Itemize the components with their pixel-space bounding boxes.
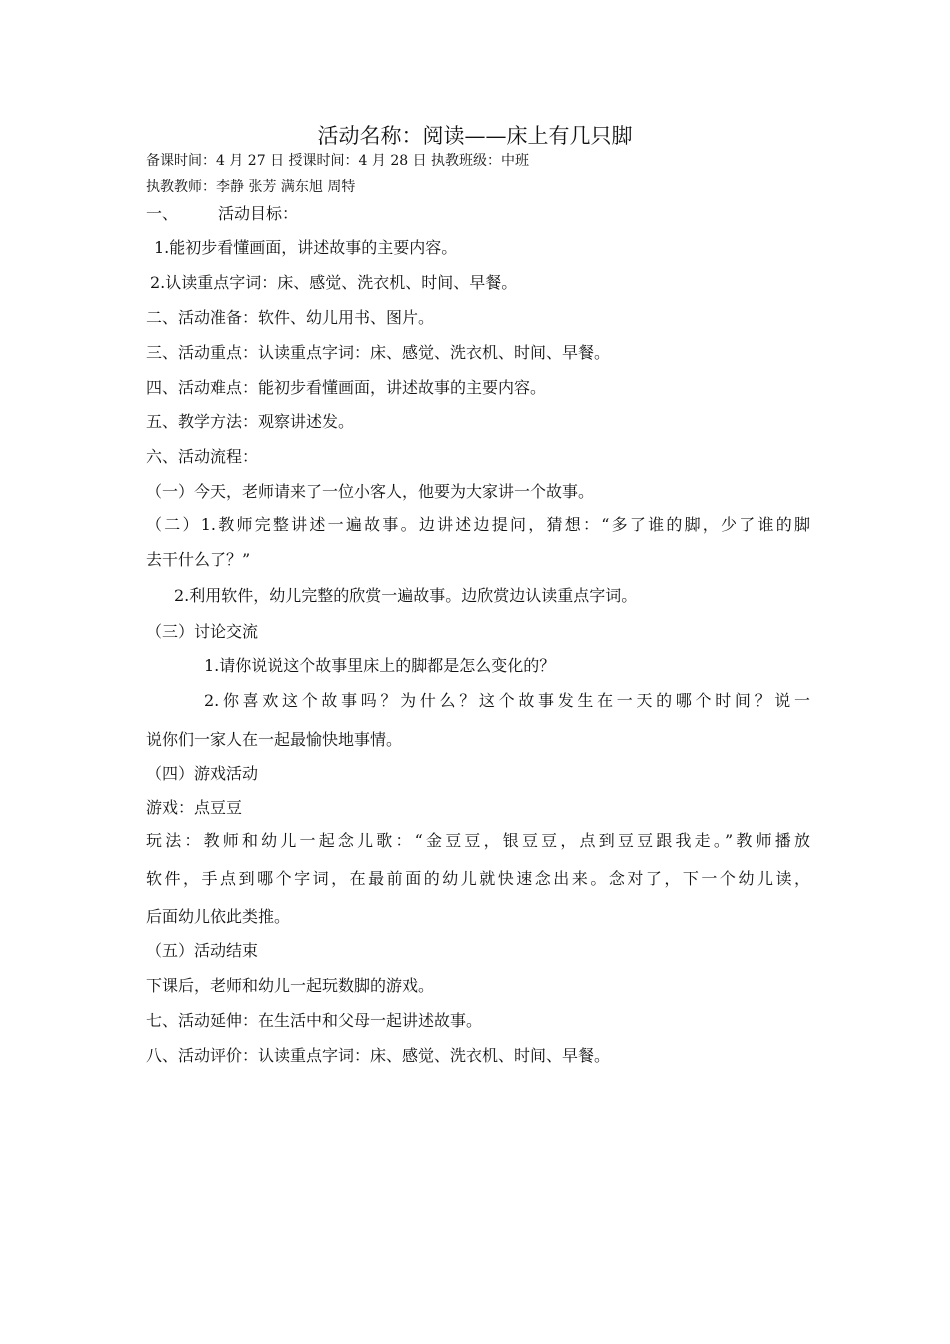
section-label: 活动目标：: [218, 204, 299, 223]
teacher-info: 执教教师：李静 张芳 满东旭 周特: [146, 179, 356, 195]
section-evaluation: 八、活动评价：认读重点字词：床、感觉、洗衣机、时间、早餐。: [146, 1046, 611, 1065]
process-step: （五）活动结束: [146, 941, 259, 960]
goal-item: 1.能初步看懂画面，讲述故事的主要内容。: [154, 238, 458, 257]
discussion-question: 2.你喜欢这个故事吗？为什么？这个故事发生在一天的哪个时间？说一: [204, 691, 810, 710]
section-number: 一、: [146, 204, 179, 223]
discussion-question-continued: 说你们一家人在一起最愉快地事情。: [146, 730, 403, 749]
process-step: （一）今天，老师请来了一位小客人，他要为大家讲一个故事。: [146, 482, 595, 501]
discussion-question: 1.请你说说这个故事里床上的脚都是怎么变化的？: [204, 656, 556, 675]
goal-item: 2.认读重点字词：床、感觉、洗衣机、时间、早餐。: [150, 273, 518, 292]
process-step: （三）讨论交流: [146, 622, 259, 641]
game-rules: 后面幼儿依此类推。: [146, 907, 291, 926]
section-difficulty: 四、活动难点：能初步看懂画面，讲述故事的主要内容。: [146, 378, 547, 397]
section-method: 五、教学方法：观察讲述发。: [146, 412, 355, 431]
section-process: 六、活动流程：: [146, 447, 259, 466]
game-name: 游戏：点豆豆: [146, 798, 243, 817]
schedule-info: 备课时间：4 月 27 日 授课时间：4 月 28 日 执教班级：中班: [146, 153, 530, 169]
section-heading-goals: [146, 202, 810, 226]
game-rules: 玩法：教师和幼儿一起念儿歌：“金豆豆，银豆豆，点到豆豆跟我走。”教师播放: [146, 831, 810, 850]
section-preparation: 二、活动准备：软件、幼儿用书、图片。: [146, 308, 435, 327]
section-focus: 三、活动重点：认读重点字词：床、感觉、洗衣机、时间、早餐。: [146, 343, 611, 362]
closing-text: 下课后，老师和幼儿一起玩数脚的游戏。: [146, 976, 435, 995]
process-step-continued: 去干什么了？”: [146, 550, 251, 569]
game-rules: 软件，手点到哪个字词，在最前面的幼儿就快速念出来。念对了，下一个幼儿读，: [146, 869, 810, 888]
process-step-item: 2.利用软件，幼儿完整的欣赏一遍故事。边欣赏边认读重点字词。: [174, 586, 638, 605]
process-step: （四）游戏活动: [146, 764, 259, 783]
process-step: （二）1.教师完整讲述一遍故事。边讲述边提问，猜想：“多了谁的脚，少了谁的脚: [146, 515, 810, 534]
section-extension: 七、活动延伸：在生活中和父母一起讲述故事。: [146, 1011, 483, 1030]
document-title: 活动名称：阅读——床上有几只脚: [317, 124, 633, 148]
